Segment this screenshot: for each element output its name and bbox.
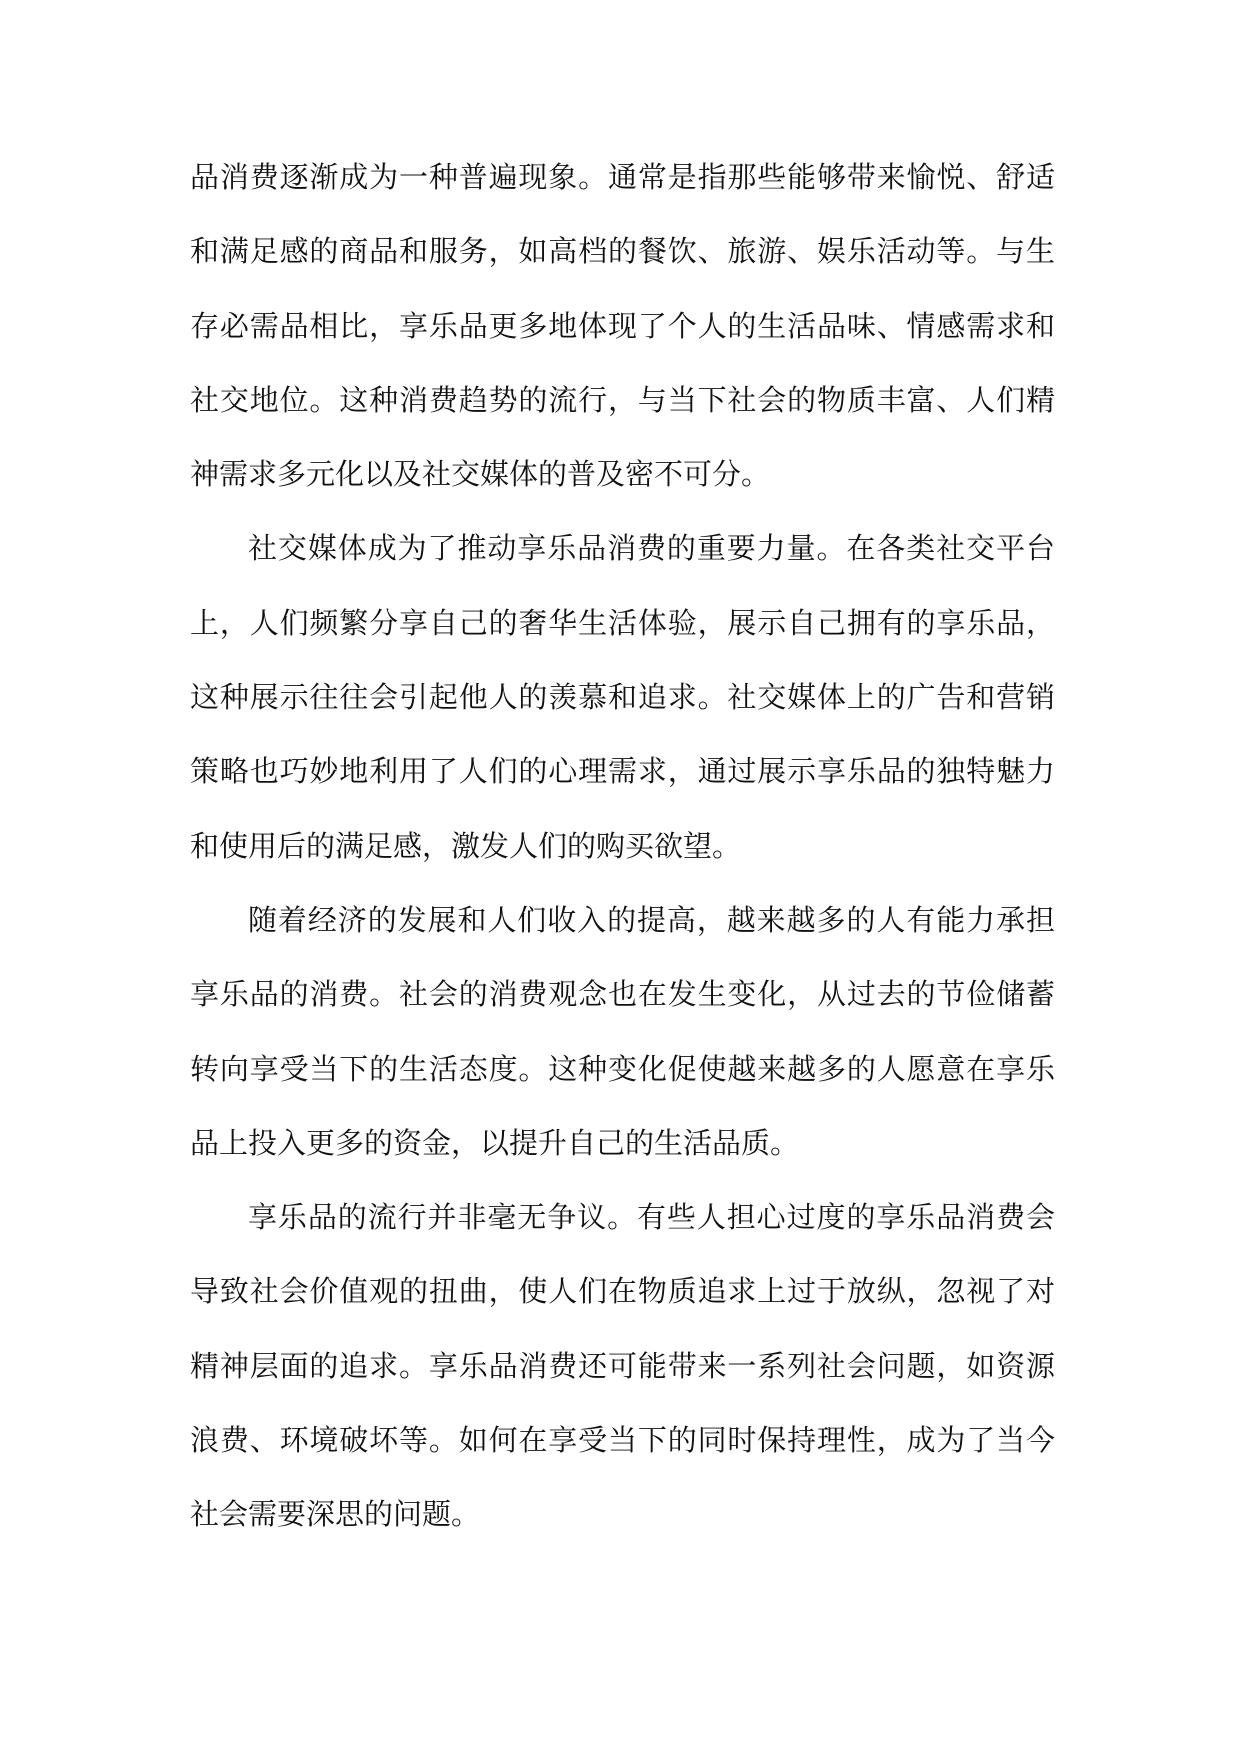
paragraph-2: 社交媒体成为了推动享乐品消费的重要力量。在各类社交平台上，人们频繁分享自己的奢华生活体验，展示自己拥有的享乐品，这种展示往往会引起他人的羡慕和追求。社交媒体上的广告和营销策略也巧妙地利用了人们的心理需求，通过展示享乐品的独特魅力和使用后的满足感，激发人们的购买欲望。 [190, 531, 1055, 863]
paragraph-4: 享乐品的流行并非毫无争议。有些人担心过度的享乐品消费会导致社会价值观的扭曲，使人们在物质追求上过于放纵，忽视了对精神层面的追求。享乐品消费还可能带来一系列社会问题，如资源浪费、环境破坏等。如何在享受当下的同时保持理性，成为了当今社会需要深思的问题。 [190, 1200, 1055, 1532]
document-body [190, 140, 1055, 1552]
paragraph-3: 随着经济的发展和人们收入的提高，越来越多的人有能力承担享乐品的消费。社会的消费观念也在发生变化，从过去的节俭储蓄转向享受当下的生活态度。这种变化促使越来越多的人愿意在享乐品上投入更多的资金，以提升自己的生活品质。 [190, 902, 1055, 1160]
paragraph-1: 品消费逐渐成为一种普遍现象。通常是指那些能够带来愉悦、舒适和满足感的商品和服务，如高档的餐饮、旅游、娱乐活动等。与生存必需品相比，享乐品更多地体现了个人的生活品味、情感需求和社交地位。这种消费趋势的流行，与当下社会的物质丰富、人们精神需求多元化以及社交媒体的普及密不可分。 [190, 160, 1055, 492]
